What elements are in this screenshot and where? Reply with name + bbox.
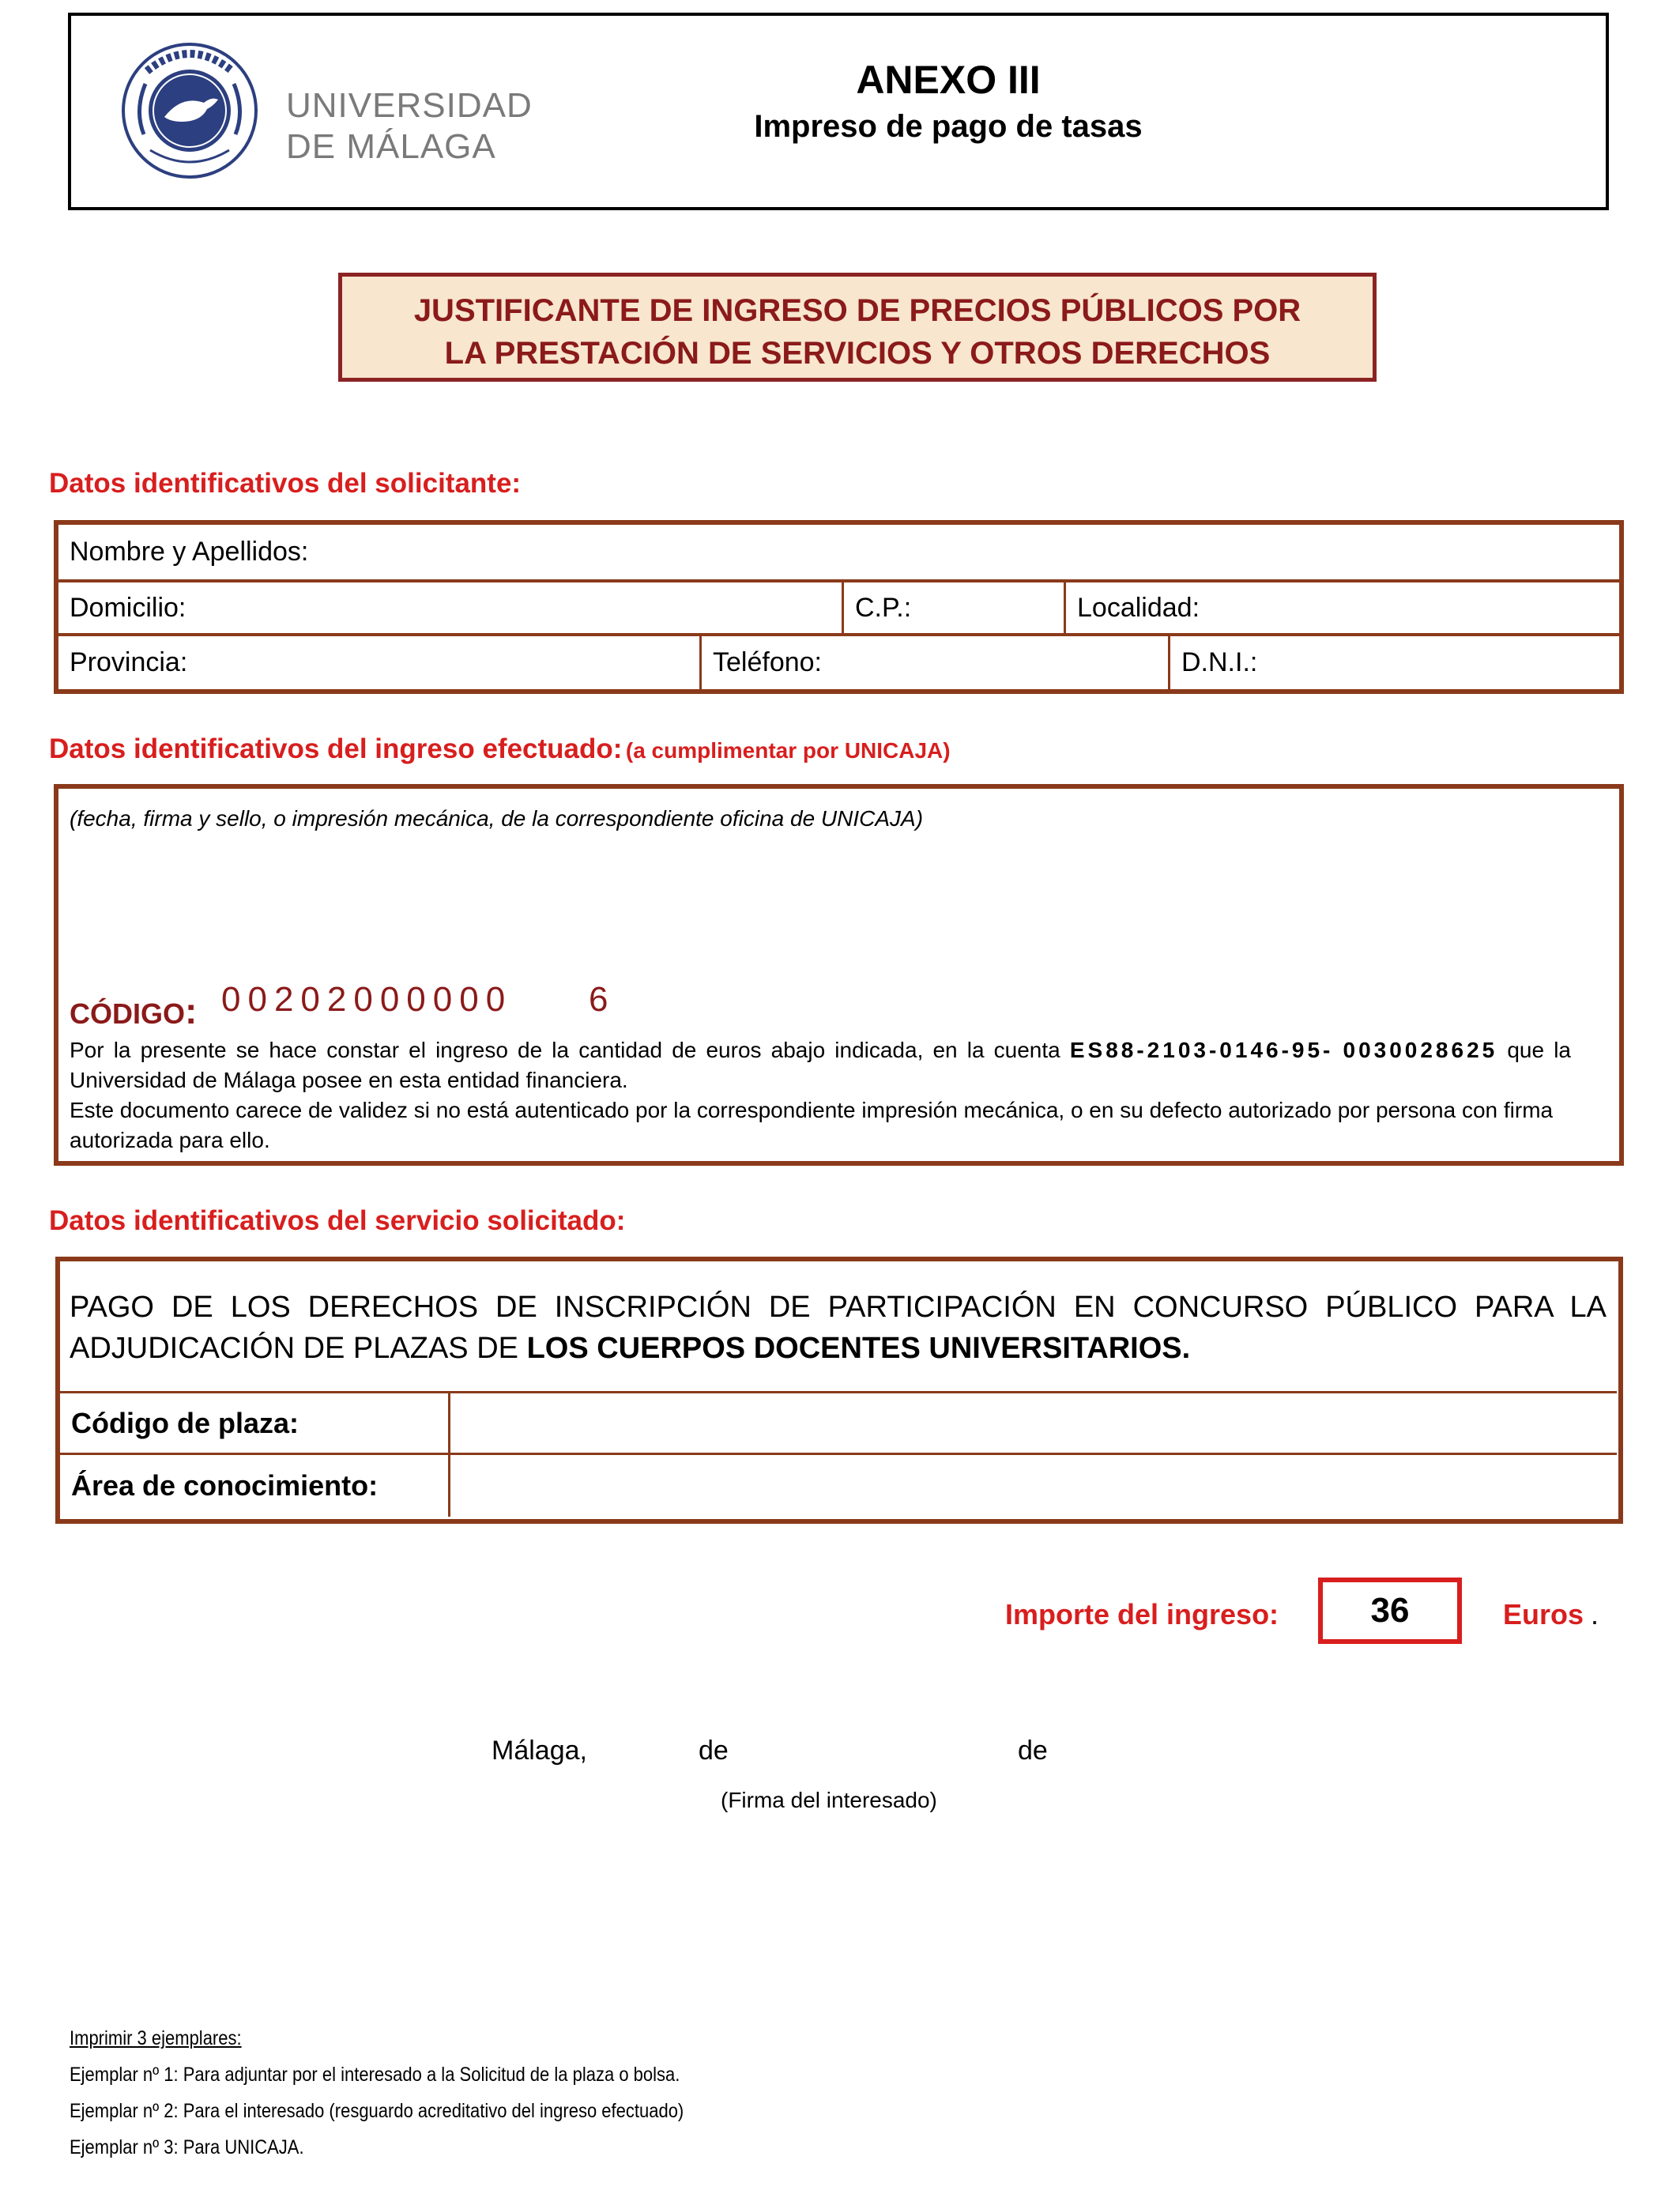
area-label-cell (60, 1453, 450, 1517)
dni-field[interactable] (1168, 634, 1619, 689)
provincia-field[interactable] (58, 634, 702, 689)
service-description (70, 1287, 1607, 1369)
telefono-label: Teléfono: (713, 647, 822, 677)
account-paragraph (70, 1035, 1571, 1095)
account-paragraph-end: que la Universidad de Málaga posee en esta entidad financiera. (70, 1038, 1571, 1092)
solicitante-section-title: Datos identificativos del solicitante: (49, 468, 522, 499)
copy-1-note: Ejemplar nº 1: Para adjuntar por el interesado a la Solicitud de la plaza o bolsa. (70, 2064, 680, 2086)
annex-title: ANEXO III (856, 58, 1041, 102)
ingreso-section-title (49, 733, 951, 765)
copy-3-note: Ejemplar nº 3: Para UNICAJA. (70, 2136, 304, 2158)
domicilio-field[interactable] (58, 580, 844, 635)
area-label: Área de conocimiento: (71, 1469, 379, 1502)
signature-city: Málaga, (492, 1736, 587, 1766)
university-name (286, 85, 533, 168)
telefono-field[interactable] (699, 634, 1170, 689)
codigo-plaza-input[interactable] (448, 1391, 1617, 1455)
codigo-plaza-label-cell (60, 1391, 450, 1455)
signature-de-1: de (699, 1736, 729, 1766)
solicitante-table (54, 520, 1624, 694)
importe-label: Importe del ingreso: (1005, 1598, 1279, 1630)
domicilio-label: Domicilio: (70, 592, 186, 623)
provincia-label: Provincia: (70, 647, 188, 677)
ingreso-subtitle: (a cumplimentar por UNICAJA) (625, 738, 951, 763)
importe-amount: 36 (1370, 1591, 1410, 1630)
justificante-line2: LA PRESTACIÓN DE SERVICIOS Y OTROS DERECHOS (444, 336, 1271, 371)
codigo-label (70, 990, 197, 1032)
cp-label: C.P.: (855, 592, 912, 623)
currency-dot: . (1591, 1598, 1599, 1630)
annex-subtitle: Impreso de pago de tasas (754, 109, 1143, 144)
account-number-part2: 0030028625 (1343, 1038, 1498, 1062)
localidad-label: Localidad: (1077, 592, 1200, 623)
service-description-text: PAGO DE LOS DERECHOS DE INSCRIPCIÓN DE PARTICIPACIÓN EN CONCURSO PÚBLICO PARA LA ADJUDICACIÓN DE PLAZAS DE (70, 1291, 1607, 1365)
service-description-bold: LOS CUERPOS DOCENTES UNIVERSITARIOS. (526, 1332, 1191, 1365)
codigo-label-text: CÓDIGO (70, 997, 186, 1030)
cp-field[interactable] (842, 580, 1066, 635)
area-input[interactable] (448, 1453, 1617, 1517)
plaza-table (60, 1391, 1617, 1519)
justificante-title-box (338, 273, 1377, 382)
importe-amount-box (1318, 1578, 1462, 1644)
codigo-plaza-label: Código de plaza: (71, 1406, 299, 1439)
account-paragraph-intro: Por la presente se hace constar el ingreso de la cantidad de euros abajo indicada, en la cuenta (70, 1038, 1070, 1062)
dni-label: D.N.I.: (1181, 647, 1258, 677)
signature-de-2: de (1018, 1736, 1048, 1766)
nombre-field[interactable] (58, 525, 1619, 582)
copy-2-note: Ejemplar nº 2: Para el interesado (resguardo acreditativo del ingreso efectuado) (70, 2100, 684, 2122)
servicio-section-title: Datos identificativos del servicio solicitado: (49, 1205, 626, 1236)
validity-paragraph: Este documento carece de validez si no está autenticado por la correspondiente impresión mecánica, o en su defecto autorizado por persona con firma autorizada para ello. (70, 1098, 1554, 1152)
stamp-note: (fecha, firma y sello, o impresión mecánica, de la correspondiente oficina de UNICAJA) (70, 806, 924, 831)
codigo-check-digit: 6 (589, 980, 608, 1019)
signature-caption: (Firma del interesado) (721, 1788, 937, 1812)
codigo-colon: : (185, 990, 198, 1031)
justificante-line1: JUSTIFICANTE DE INGRESO DE PRECIOS PÚBLICOS POR (413, 293, 1301, 328)
currency-label: Euros (1503, 1598, 1584, 1630)
localidad-field[interactable] (1064, 580, 1619, 635)
university-name-line2: DE MÁLAGA (286, 127, 496, 166)
nombre-label: Nombre y Apellidos: (70, 537, 309, 567)
ingreso-title: Datos identificativos del ingreso efectuado: (49, 733, 623, 764)
print-copies-heading: Imprimir 3 ejemplares: (70, 2027, 242, 2049)
university-seal-logo (119, 40, 261, 182)
codigo-value: 00202000000 (221, 980, 513, 1019)
account-number-part1: ES88-2103-0146-95- (1069, 1038, 1334, 1062)
university-name-line1: UNIVERSIDAD (286, 86, 533, 125)
